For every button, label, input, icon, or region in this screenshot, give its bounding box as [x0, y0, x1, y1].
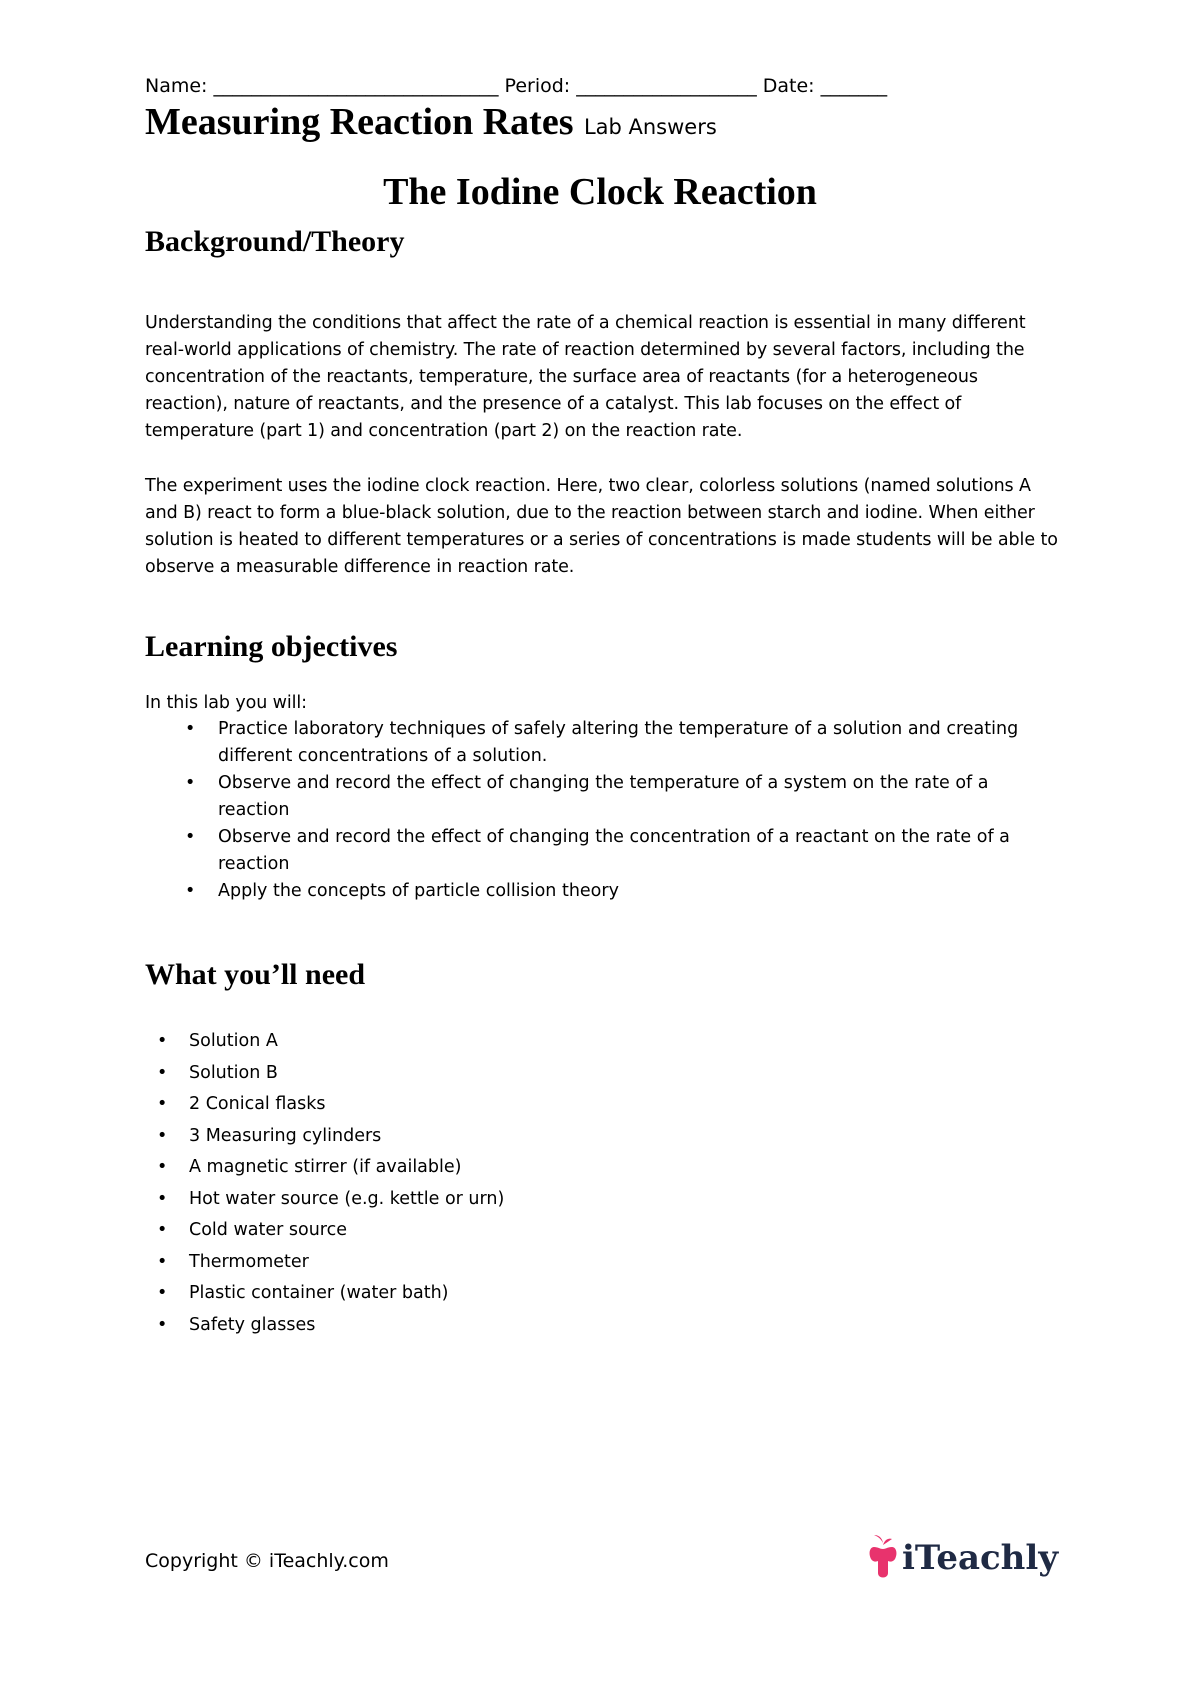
- list-item: • Observe and record the effect of changing the concentration of a reactant on the rate of a reaction: [145, 824, 1065, 878]
- bullet-icon: •: [157, 1157, 168, 1177]
- page-subtitle: Lab Answers: [583, 115, 717, 139]
- title-row: [145, 100, 717, 144]
- bullet-icon: •: [157, 1062, 168, 1083]
- needs-list: [145, 1026, 504, 1341]
- bullet-icon: •: [157, 1094, 168, 1114]
- document-title: The Iodine Clock Reaction: [383, 171, 817, 213]
- logo: [868, 1530, 1058, 1586]
- list-item: • Thermometer: [145, 1247, 504, 1279]
- list-item: • Solution B: [145, 1058, 504, 1090]
- list-item: • Cold water source: [145, 1215, 504, 1247]
- background-heading: Background/Theory: [145, 225, 405, 258]
- bullet-icon: •: [157, 1314, 168, 1335]
- page-title: Measuring Reaction Rates: [145, 101, 574, 143]
- list-item: • Observe and record the effect of changing the temperature of a system on the rate of a reaction: [145, 770, 1065, 824]
- list-item: • 2 Conical flasks: [145, 1089, 504, 1121]
- list-item: • Practice laboratory techniques of safely altering the temperature of a solution and creating different concentrations of a solution.: [145, 716, 1065, 770]
- bullet-icon: •: [157, 1251, 168, 1272]
- needs-heading: What you’ll need: [145, 958, 366, 991]
- bullet-icon: •: [157, 1125, 168, 1146]
- objectives-intro: In this lab you will:: [145, 693, 307, 713]
- bullet-icon: •: [157, 1031, 168, 1051]
- bullet-icon: •: [157, 1220, 168, 1240]
- background-paragraph-1: Understanding the conditions that affect the rate of a chemical reaction is essential in many different real-world applications of chemistry. The rate of reaction determined by several factors, including the concentration of the reactants, temperature, the surface area of reactants (for a heterogeneous reaction), nature of reactants, and the presence of a catalyst. This lab focuses on the effect of temperature (part 1) and concentration (part 2) on the reaction rate.: [145, 313, 1026, 441]
- list-item: • A magnetic stirrer (if available): [145, 1152, 504, 1184]
- objectives-list: [145, 716, 1065, 905]
- bullet-icon: •: [185, 773, 196, 793]
- bullet-icon: •: [185, 881, 196, 901]
- list-item: • Plastic container (water bath): [145, 1278, 504, 1310]
- list-item: • Safety glasses: [145, 1310, 504, 1342]
- background-paragraph-2: The experiment uses the iodine clock reaction. Here, two clear, colorless solutions (named solutions A and B) react to form a blue-black solution, due to the reaction between starch and iodine. When either solution is heated to different temperatures or a series of concentrations is made students will be able to observe a measurable difference in reaction rate.: [145, 476, 1058, 577]
- apple-icon: [868, 1533, 898, 1583]
- copyright-text: Copyright © iTeachly.com: [145, 1550, 389, 1572]
- bullet-icon: •: [157, 1188, 168, 1209]
- name-period-date-line: Name: ______________________________ Period: ___________________ Date: _______: [145, 75, 888, 97]
- bullet-icon: •: [185, 827, 196, 847]
- logo-text: iTeachly: [902, 1538, 1059, 1578]
- objectives-heading: Learning objectives: [145, 630, 398, 663]
- list-item: • Apply the concepts of particle collision theory: [145, 878, 1065, 905]
- list-item: • Solution A: [145, 1026, 504, 1058]
- list-item: • Hot water source (e.g. kettle or urn): [145, 1184, 504, 1216]
- list-item: • 3 Measuring cylinders: [145, 1121, 504, 1153]
- bullet-icon: •: [185, 719, 196, 739]
- bullet-icon: •: [157, 1283, 168, 1303]
